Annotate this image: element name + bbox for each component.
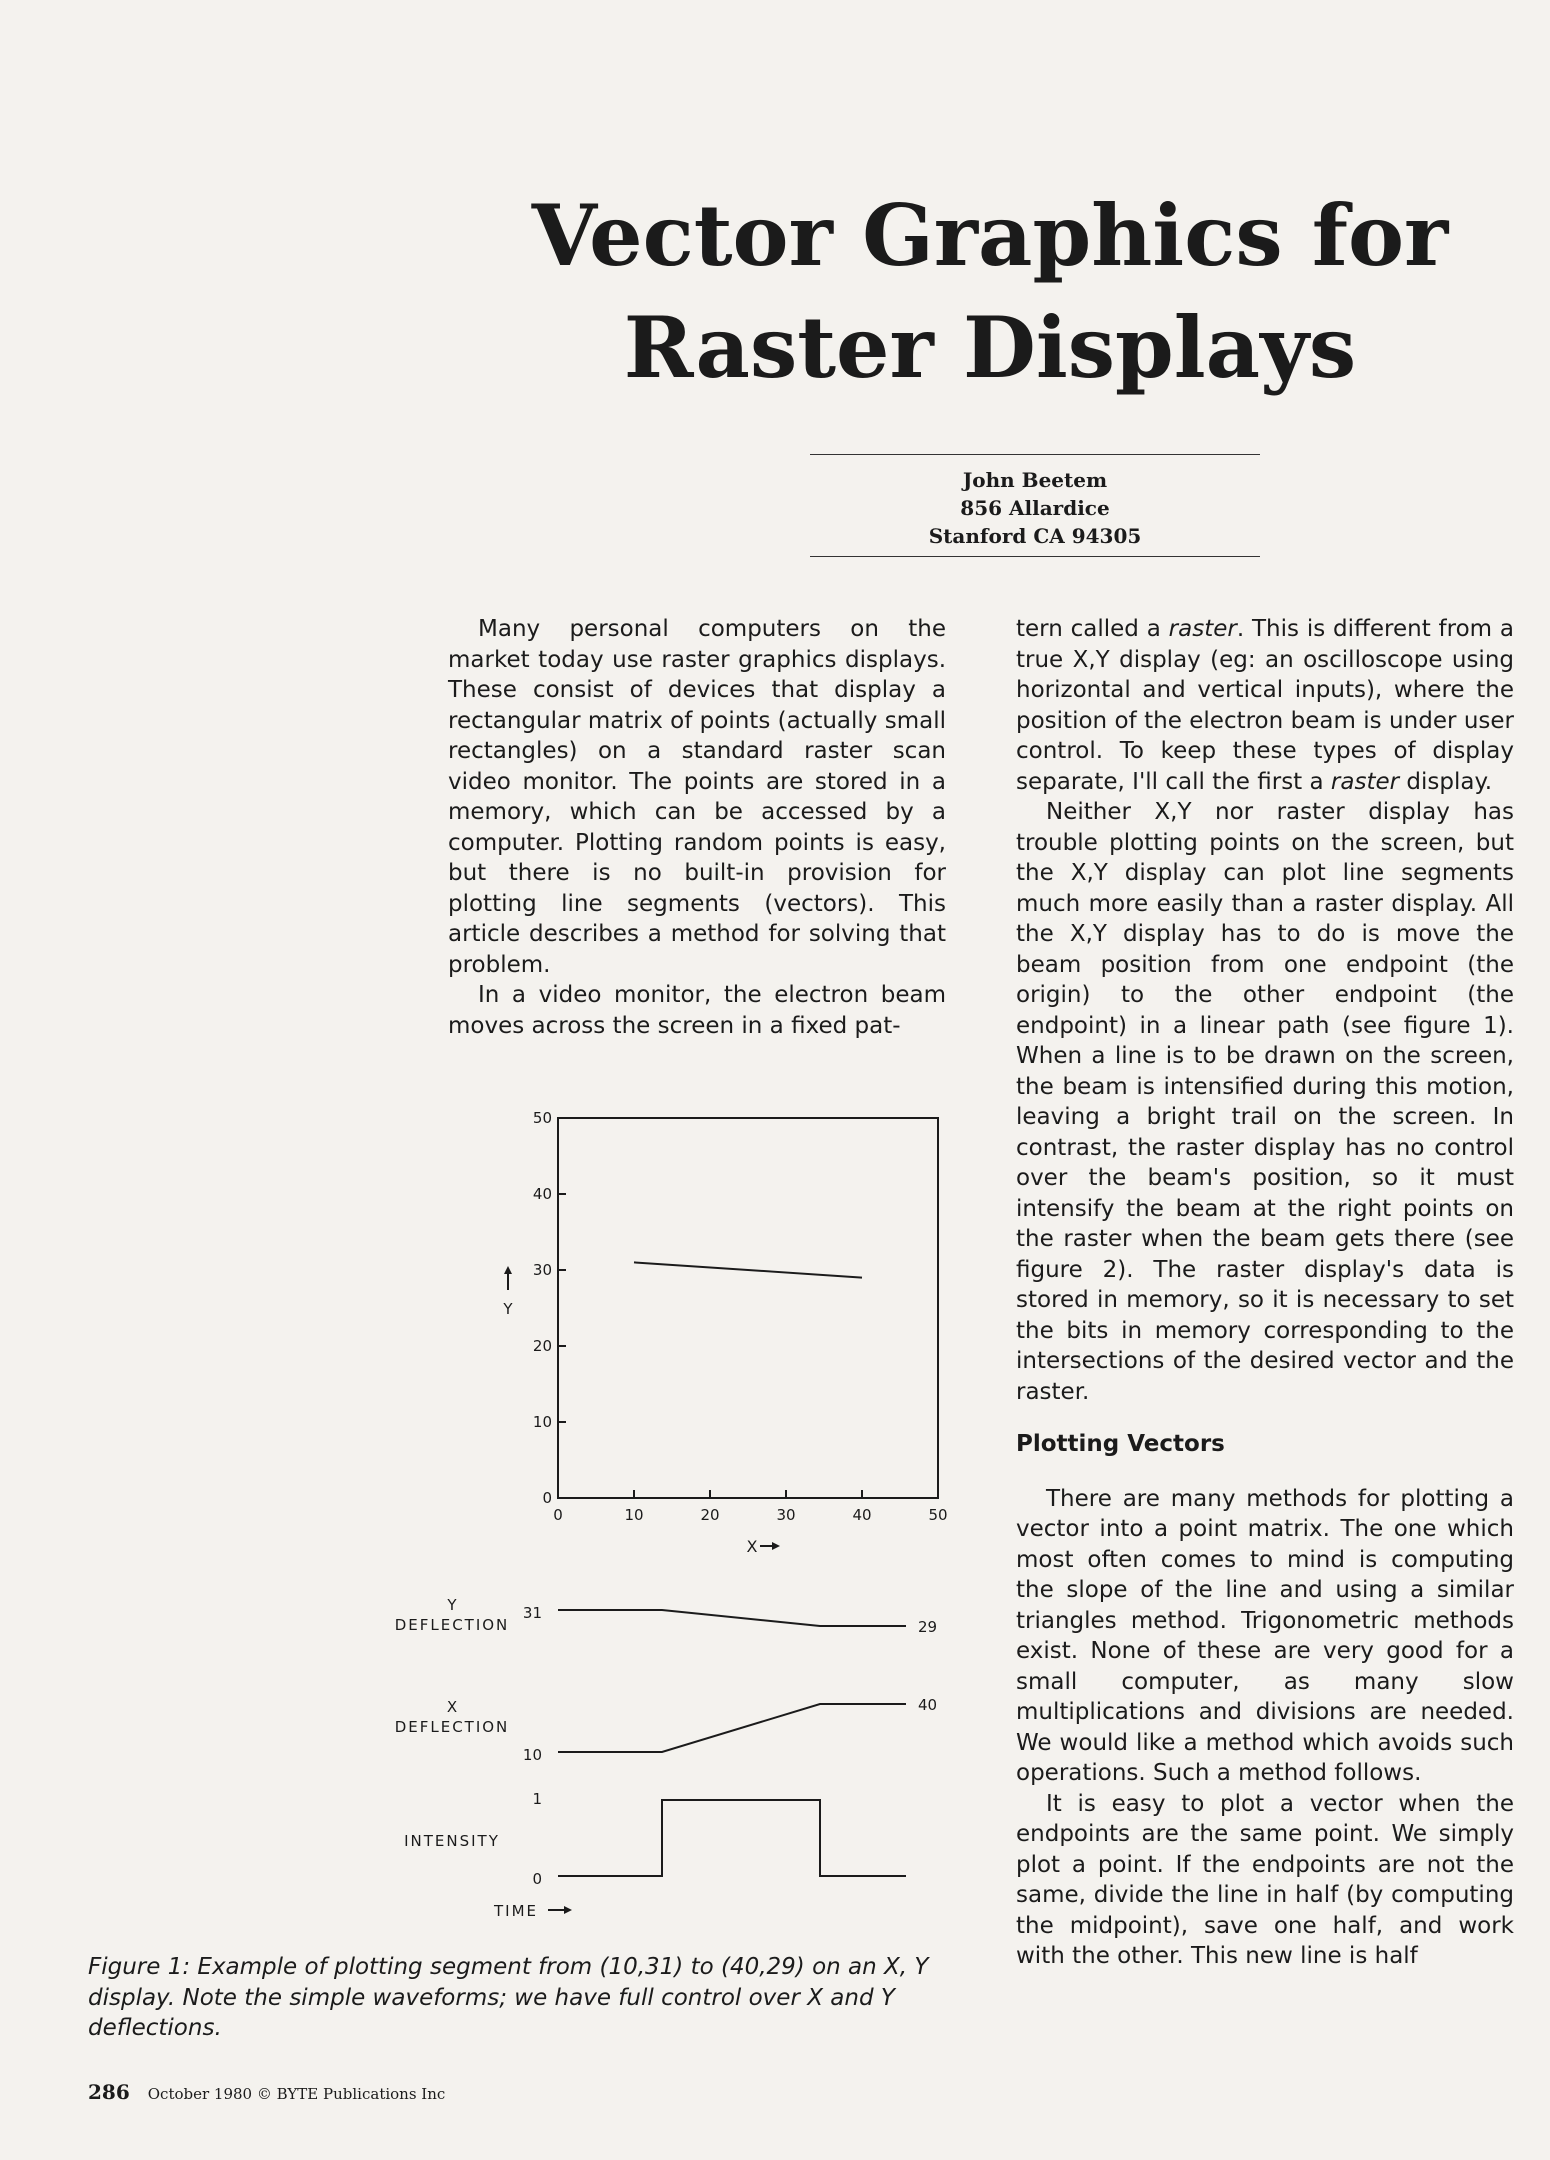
x-deflection-start-value: 10 — [522, 1746, 542, 1764]
author-city: Stanford CA 94305 — [928, 524, 1142, 548]
figure-caption: Figure 1: Example of plotting segment from (10,31) to (40,29) on an X, Y display. Note the simple waveforms; we have full control over X and Y deflections. — [88, 1954, 929, 2041]
x-tick-label: 0 — [553, 1506, 563, 1524]
plot-frame — [558, 1118, 938, 1498]
author-rule-top — [810, 454, 1260, 455]
time-label: TIME — [494, 1902, 539, 1920]
page-footer — [88, 2080, 445, 2104]
intensity-waveform — [558, 1800, 906, 1876]
author-rule-bottom — [810, 556, 1260, 557]
time-arrow-head — [564, 1906, 572, 1914]
author-street: 856 Allardice — [960, 496, 1110, 520]
xy-plot — [533, 1109, 948, 1524]
page-number: 286 — [88, 2080, 130, 2104]
right-p1-text-a: tern called a — [1016, 616, 1169, 642]
intensity-high-value: 1 — [532, 1790, 542, 1808]
intensity-label: INTENSITY — [404, 1832, 500, 1850]
right-paragraph-1 — [1016, 614, 1514, 797]
y-axis-label: Y — [503, 1300, 513, 1318]
x-deflection-end-value: 40 — [918, 1696, 938, 1714]
y-tick-label: 30 — [532, 1261, 552, 1279]
y-deflection-label-2: DEFLECTION — [394, 1616, 510, 1634]
author-name: John Beetem — [962, 468, 1108, 492]
x-deflection-waveform — [558, 1704, 906, 1752]
y-tick-label: 50 — [532, 1109, 552, 1127]
right-paragraph-4: It is easy to plot a vector when the endpoints are the same point. We simply plot a point. If the endpoints are not the same, divide the line in half (by computing the midpoint), save one half, and work with the other. This new line is half — [1016, 1790, 1514, 1969]
y-tick-label: 0 — [542, 1489, 552, 1507]
plotted-segment — [634, 1262, 862, 1277]
x-tick-label: 20 — [700, 1506, 720, 1524]
section-heading: Plotting Vectors — [1016, 1431, 1225, 1457]
y-deflection-end-value: 29 — [918, 1618, 938, 1636]
title-line-1: Vector Graphics for — [531, 186, 1449, 285]
figure-1 — [370, 1100, 990, 1930]
x-axis-label: X — [746, 1537, 758, 1556]
x-tick-label: 10 — [624, 1506, 644, 1524]
y-tick-label: 40 — [532, 1185, 552, 1203]
article-title — [500, 180, 1480, 404]
left-paragraph-1: Many personal computers on the market today use raster graphics displays. These consist of devices that display a rectangular matrix of points (actually small rectangles) on a standard raster scan video monitor. The points are stored in a memory, which can be accessed by a computer. Plotting random points is easy, but there is no built-in provision for plotting line segments (vectors). This article describes a method for solving that problem. — [448, 616, 946, 978]
right-paragraph-2: Neither X,Y nor raster display has trouble plotting points on the screen, but the X,Y display can plot line segments much more easily than a raster display. All the X,Y display has to do is move the beam position from one endpoint (the origin) to the other endpoint (the endpoint) in a linear path (see figure 1). When a line is to be drawn on the screen, the beam is intensified during this motion, leaving a bright trail on the screen. In contrast, the raster display has no control over the beam's position, so it must intensify the beam at the right points on the raster when the beam gets there (see figure 2). The raster display's data is stored in memory, so it is necessary to set the bits in memory corresponding to the intersections of the desired vector and the raster. — [1016, 799, 1514, 1405]
right-column — [1016, 614, 1514, 1972]
y-tick-label: 20 — [532, 1337, 552, 1355]
y-deflection-start-value: 31 — [522, 1604, 542, 1622]
y-arrow-head — [504, 1266, 512, 1274]
intensity-low-value: 0 — [532, 1870, 542, 1888]
x-tick-label: 50 — [928, 1506, 948, 1524]
y-deflection-waveform — [558, 1610, 906, 1626]
x-tick-label: 30 — [776, 1506, 796, 1524]
right-p1-text-c: display. — [1399, 768, 1493, 795]
author-block — [810, 466, 1260, 550]
footer-text: October 1980 © BYTE Publications Inc — [147, 2085, 446, 2103]
x-deflection-label-1: X — [446, 1698, 458, 1716]
x-arrow-head — [772, 1542, 780, 1550]
right-p1-emphasis: raster — [1168, 616, 1237, 642]
left-paragraph-2: In a video monitor, the electron beam moves across the screen in a fixed pat- — [448, 982, 946, 1039]
title-line-2: Raster Displays — [623, 298, 1357, 397]
right-paragraph-3: There are many methods for plotting a vector into a point matrix. The one which most often comes to mind is computing the slope of the line and using a similar triangles method. Trigonometric methods exist. None of these are very good for a small computer, as many slow multiplications and divisions are needed. We would like a method which avoids such operations. Such a method follows. — [1016, 1485, 1514, 1786]
y-deflection-label-1: Y — [447, 1596, 457, 1614]
right-p1-text-b: . This is different from a true X,Y display (eg: an oscilloscope using horizontal and vertical inputs), where the position of the electron beam is under user control. To keep these types of display separate, I'll call the first a — [1016, 616, 1514, 795]
x-deflection-label-2: DEFLECTION — [394, 1718, 510, 1736]
right-p1-emphasis-2: raster — [1330, 768, 1400, 795]
left-column — [448, 614, 946, 1041]
y-tick-label: 10 — [532, 1413, 552, 1431]
x-tick-label: 40 — [852, 1506, 872, 1524]
